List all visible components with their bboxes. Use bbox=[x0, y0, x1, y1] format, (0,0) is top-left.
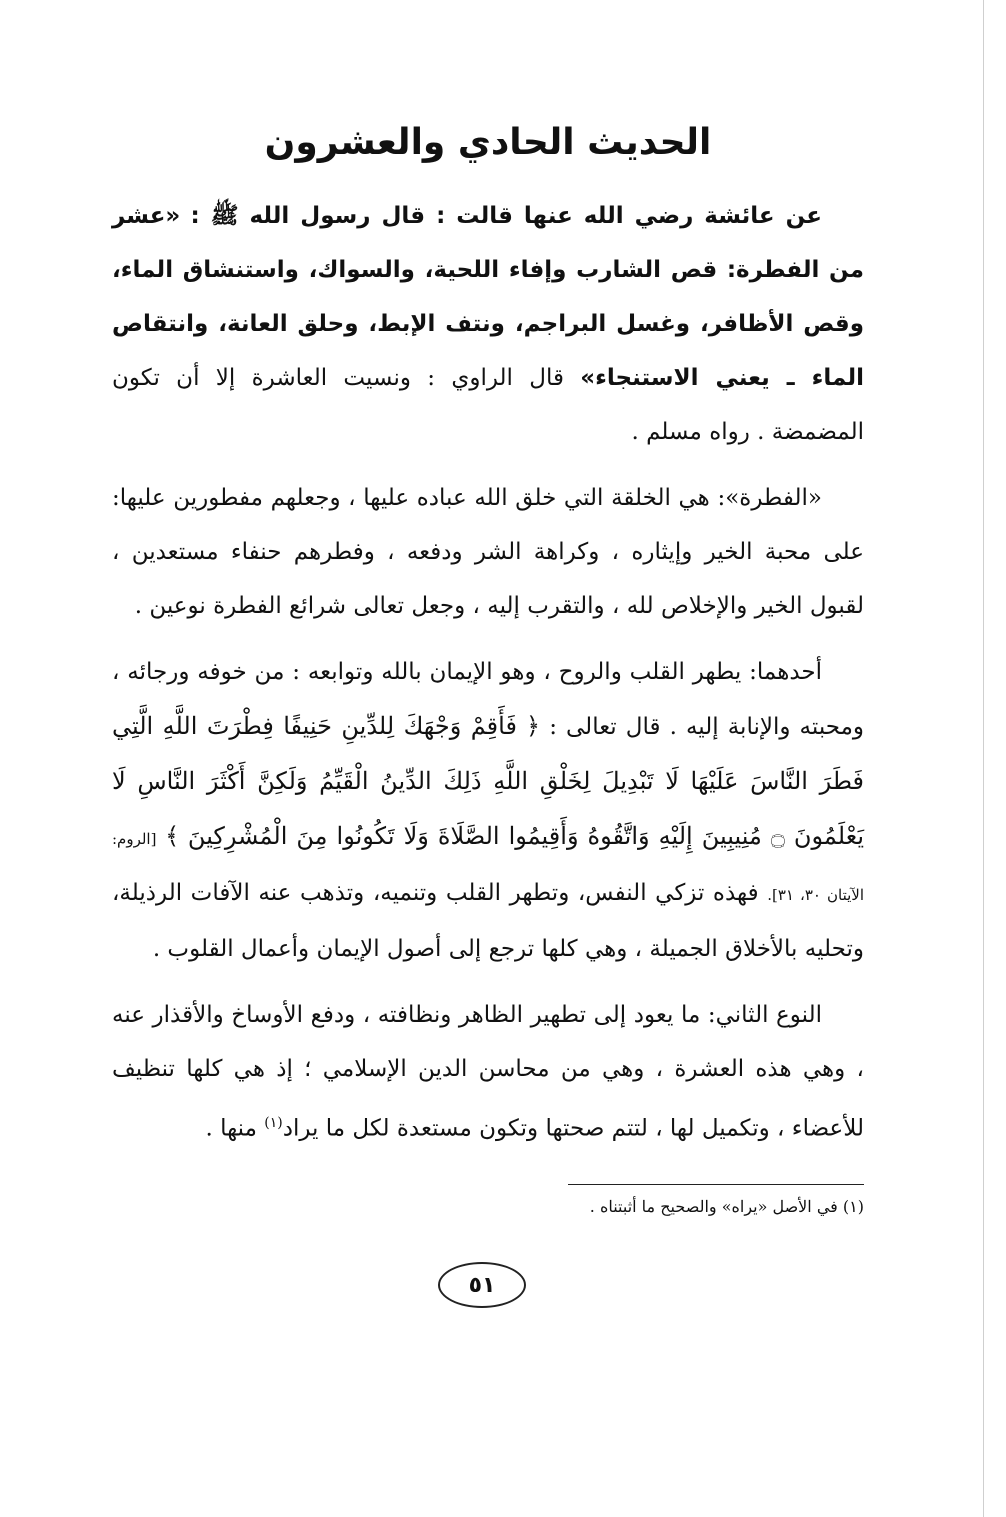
first-type-tail: فهذه تزكي النفس، وتطهر القلب وتنميه، وتذهب عنه الآفات الرذيلة، وتحليه بالأخلاق الجميلة ، وهي كلها ترجع إلى أصول الإيمان وأعمال القلوب . bbox=[112, 880, 864, 962]
fitrah-definition-text: هي الخلقة التي خلق الله عباده عليها ، وجعلهم مفطورين عليها: على محبة الخير وإيثاره ، وكراهة الشر ودفعه ، وفطرهم حنفاء مستعدين ، لقبول الخير والإخلاص لله ، والتقرب إليه ، وجعل تعالى شرائع الفطرة نوعين . bbox=[112, 485, 864, 619]
quran-close-bracket: ﴾ bbox=[165, 822, 180, 850]
paragraph-hadith bbox=[112, 189, 864, 459]
paragraph-fitrah-definition bbox=[112, 471, 864, 633]
fitrah-term: «الفطرة»: bbox=[717, 485, 822, 511]
first-type-lead: أحدهما: يطهر القلب والروح ، وهو الإيمان بالله وتوابعه : من خوفه ورجائه ، ومحبته والإنابة إليه . قال تعالى : bbox=[112, 659, 865, 740]
footnote-marker[interactable]: (١) bbox=[264, 1115, 283, 1131]
hadith-intro: عن عائشة رضي الله عنها قالت : قال رسول الله ﷺ : bbox=[190, 203, 822, 229]
page-number bbox=[438, 1262, 526, 1308]
page-number-text: ٥١ bbox=[468, 1272, 496, 1298]
paragraph-second-type bbox=[112, 988, 864, 1156]
second-type-text: النوع الثاني: ما يعود إلى تطهير الظاهر ونظافته ، ودفع الأوساخ والأقذار عنه ، وهي هذه العشرة ، وهي من محاسن الدين الإسلامي ؛ إذ هي كلها تنظيف للأعضاء ، وتكميل لها ، لتتم صحتها وتكون مستعدة لكل ما يراد bbox=[112, 1002, 864, 1142]
verse-reference: [الروم: الآيتان ٣٠، ٣١]. bbox=[112, 830, 865, 904]
footnote-divider bbox=[568, 1184, 864, 1185]
quran-verse: فَأَقِمْ وَجْهَكَ لِلدِّينِ حَنِيفًا فِطْرَتَ اللَّهِ الَّتِي فَطَرَ النَّاسَ عَلَيْهَا لَا تَبْدِيلَ لِخَلْقِ اللَّهِ ذَلِكَ الدِّينُ الْقَيِّمُ وَلَكِنَّ أَكْثَرَ النَّاسِ لَا يَعْلَمُونَ ۝ مُنِيبِينَ إِلَيْهِ وَاتَّقُوهُ وَأَقِيمُوا الصَّلَاةَ وَلَا تَكُونُوا مِنَ الْمُشْرِكِينَ bbox=[112, 712, 865, 850]
footnote: (١) في الأصل «يراه» والصحيح ما أثبتناه . bbox=[589, 1196, 864, 1216]
hadith-text: «عشر من الفطرة: قص الشارب وإفاء اللحية، والسواك، واستنشاق الماء، وقص الأظافر، وغسل البراجم، ونتف الإبط، وحلق العانة، وانتقاص الماء ـ يعني الاستنجاء» bbox=[112, 203, 864, 391]
page-title: الحديث الحادي والعشرون bbox=[264, 122, 712, 163]
page-edge-line bbox=[983, 0, 984, 1517]
quran-open-bracket: ﴿ bbox=[526, 712, 541, 740]
hadith-tail: قال الراوي : ونسيت العاشرة إلا أن تكون المضمضة . رواه مسلم . bbox=[112, 365, 864, 445]
book-page bbox=[112, 110, 864, 1219]
paragraph-first-type bbox=[112, 645, 864, 976]
second-type-tail: منها . bbox=[205, 1115, 257, 1142]
